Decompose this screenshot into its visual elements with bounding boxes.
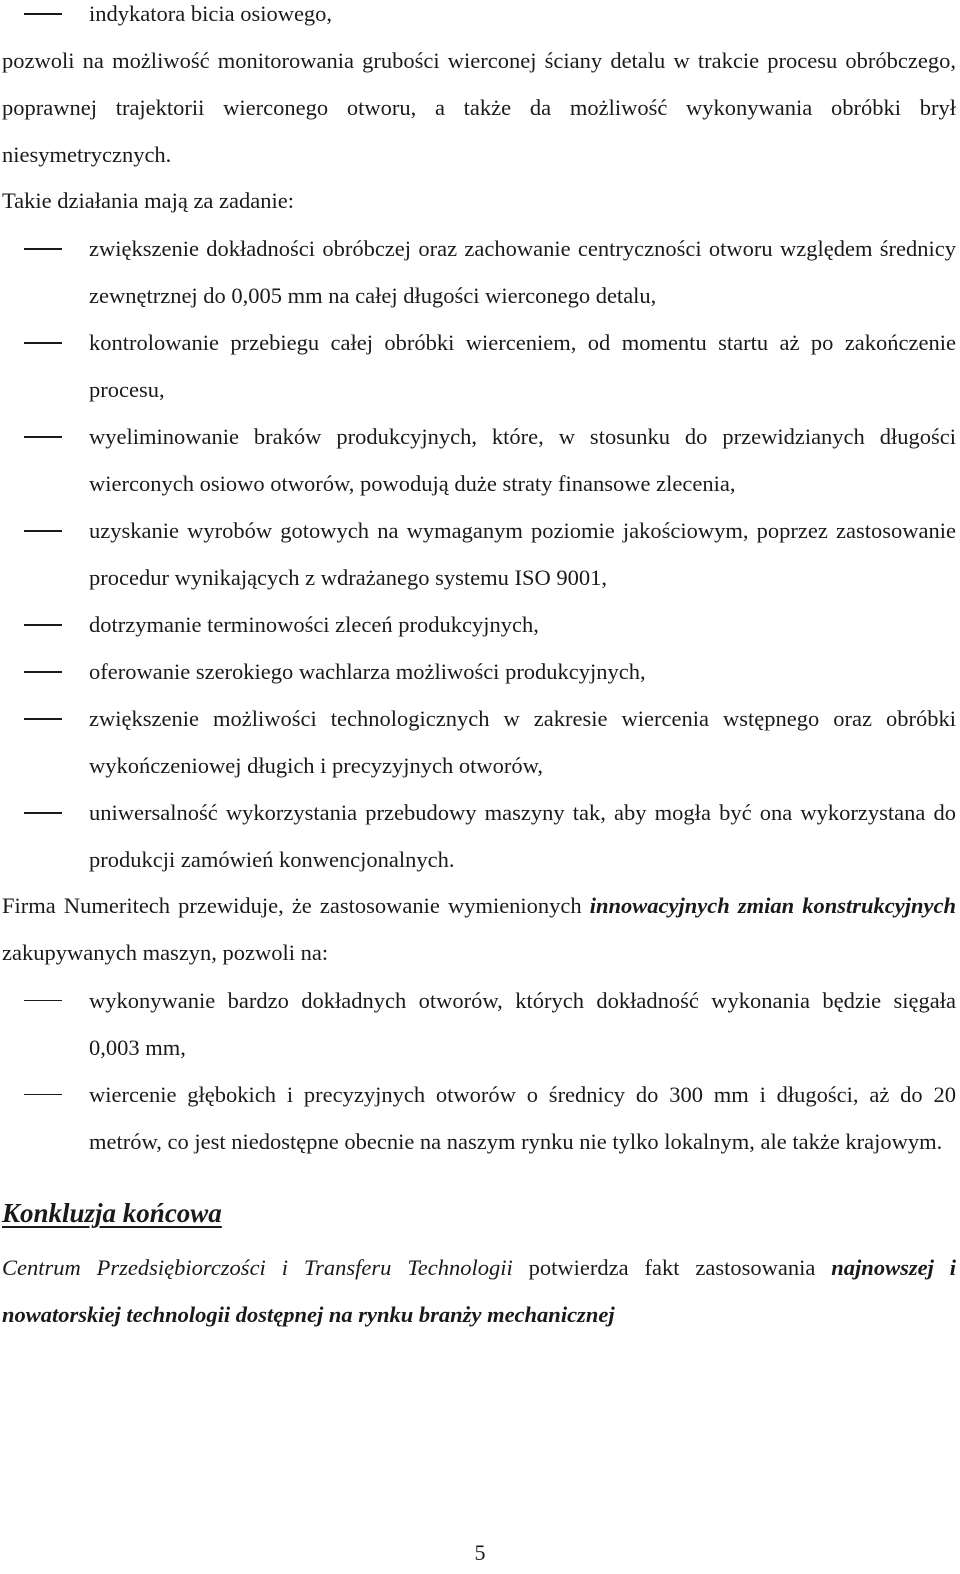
paragraph-4 (2, 1245, 956, 1339)
paragraph-3-text-start: Firma Numeritech przewiduje, że zastosowanie wymienionych (2, 893, 590, 919)
section-heading: Konkluzja końcowa (2, 1197, 222, 1228)
paragraph-2: Takie działania mają za zadanie: (2, 188, 294, 214)
list-item: wykonywanie bardzo dokładnych otworów, których dokładność wykonania będzie sięgała 0,003 mm, (2, 977, 956, 1071)
list-item: oferowanie szerokiego wachlarza możliwości produkcyjnych, (2, 648, 956, 695)
list-item: uzyskanie wyrobów gotowych na wymaganym poziomie jakościowym, poprzez zastosowanie procedur wynikających z wdrażanego systemu ISO 9001, (2, 507, 956, 601)
paragraph-4-italic: Centrum Przedsiębiorczości i Transferu Technologii (2, 1254, 513, 1280)
list-item: wyeliminowanie braków produkcyjnych, które, w stosunku do przewidzianych długości wierconych osiowo otworów, powodują duże straty finansowe zlecenia, (2, 413, 956, 507)
list-item: kontrolowanie przebiegu całej obróbki wierceniem, od momentu startu aż po zakończenie procesu, (2, 319, 956, 413)
paragraph-3-text-end: zakupywanych maszyn, pozwoli na: (2, 939, 329, 965)
benefits-list (2, 977, 956, 1165)
page-number: 5 (474, 1540, 486, 1565)
document-page (2, 0, 956, 1338)
paragraph-1: pozwoli na możliwość monitorowania grubości wierconej ściany detalu w trakcie procesu obróbczego, poprawnej trajektorii wierconego otworu, a także da możliwość wykonywania obróbki brył niesymetrycznych. (2, 48, 956, 167)
tasks-list (2, 225, 956, 883)
paragraph-3 (2, 883, 956, 977)
paragraph-4-plain: potwierdza fakt zastosowania (512, 1254, 832, 1280)
list-item: uniwersalność wykorzystania przebudowy maszyny tak, aby mogła być ona wykorzystana do produkcji zamówień konwencjonalnych. (2, 789, 956, 883)
list-item (2, 0, 956, 37)
list-item: wiercenie głębokich i precyzyjnych otworów o średnicy do 300 mm i długości, aż do 20 metrów, co jest niedostępne obecnie na naszym rynku nie tylko lokalnym, ale także krajowym. (2, 1071, 956, 1165)
list-item: zwiększenie możliwości technologicznych w zakresie wiercenia wstępnego oraz obróbki wykończeniowej długich i precyzyjnych otworów, (2, 695, 956, 789)
paragraph-3-emphasis: innowacyjnych zmian konstrukcyjnych (589, 893, 957, 919)
top-item-wrapper (2, 0, 956, 38)
list-item-text: indykatora bicia osiowego, (89, 1, 333, 26)
list-item: dotrzymanie terminowości zleceń produkcyjnych, (2, 601, 956, 648)
list-item: zwiększenie dokładności obróbczej oraz zachowanie centryczności otworu względem średnicy zewnętrznej do 0,005 mm na całej długości wierconego detalu, (2, 225, 956, 319)
top-list (2, 0, 956, 37)
paragraph-4-bold-italic: najnowszej i nowatorskiej technologii dostępnej na rynku branży mechanicznej (2, 1254, 956, 1327)
